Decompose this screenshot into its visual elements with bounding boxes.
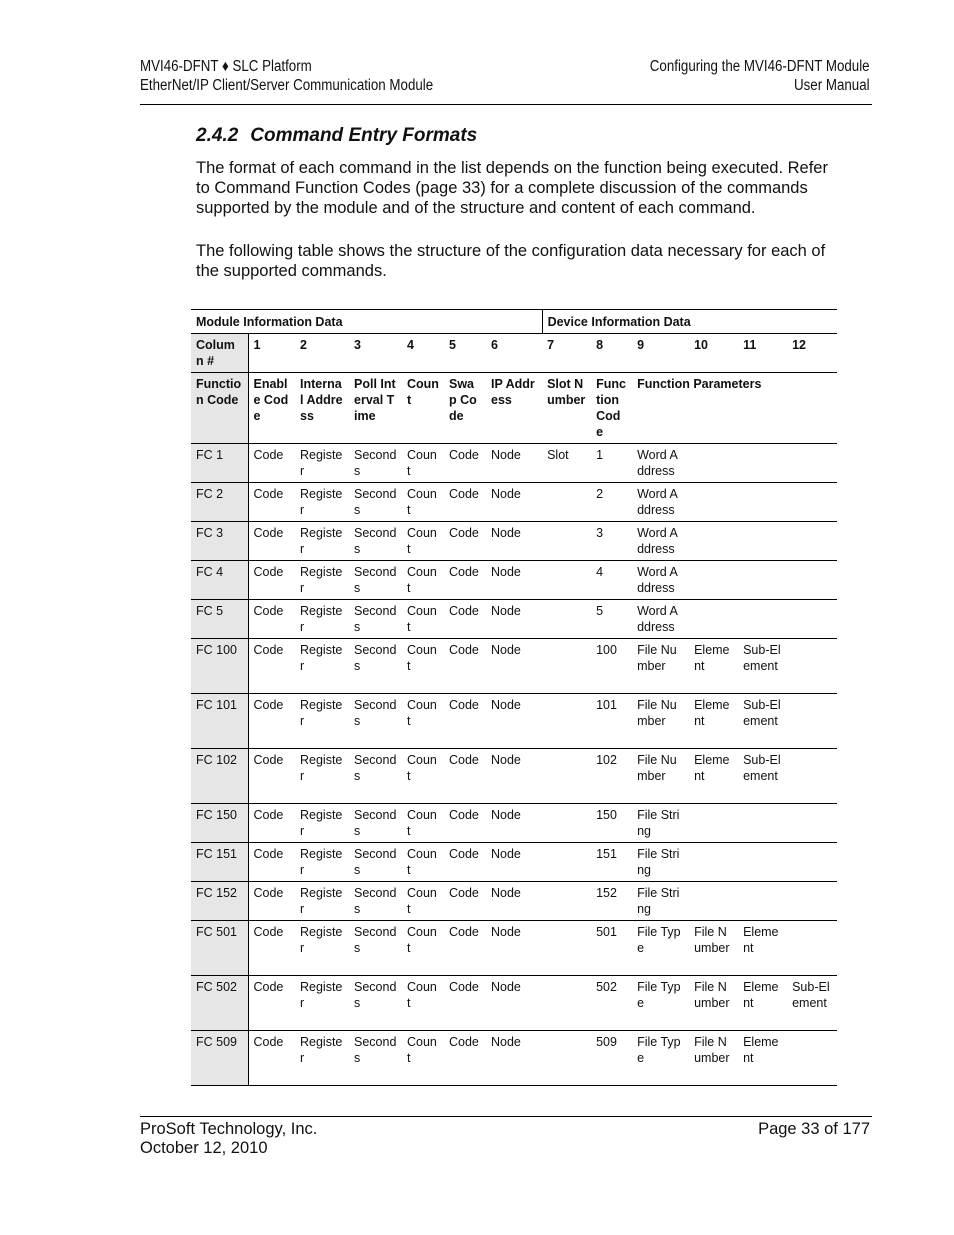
table-row <box>191 1031 837 1086</box>
table-cell: Count <box>402 561 444 600</box>
table-cell: Node <box>486 882 542 921</box>
command-format-table <box>191 309 837 1086</box>
table-cell <box>689 882 738 921</box>
field-header-cell: Internal Address <box>295 373 349 444</box>
table-row <box>191 921 837 976</box>
table-cell: Node <box>486 694 542 749</box>
table-cell: Code <box>248 694 295 749</box>
table-cell: File String <box>632 843 689 882</box>
table-row <box>191 882 837 921</box>
table-cell <box>787 694 837 749</box>
table-cell: File String <box>632 882 689 921</box>
table-intro-paragraph: The following table shows the structure of the configuration data necessary for each of the supported commands. <box>196 242 826 280</box>
table-cell <box>738 843 787 882</box>
field-header-cell: Count <box>402 373 444 444</box>
table-cell: Register <box>295 483 349 522</box>
table-cell: File String <box>632 804 689 843</box>
table-cell <box>738 483 787 522</box>
footer-date: October 12, 2010 <box>140 1139 268 1157</box>
table-cell: File Type <box>632 921 689 976</box>
table-cell: Code <box>444 522 486 561</box>
footer-left <box>140 1120 317 1158</box>
table-cell: Seconds <box>349 483 402 522</box>
table-cell <box>738 804 787 843</box>
table-row <box>191 561 837 600</box>
table-cell: Register <box>295 804 349 843</box>
table-cell: Code <box>444 444 486 483</box>
table-cell <box>738 522 787 561</box>
table-cell: File Number <box>632 639 689 694</box>
table-cell: Code <box>248 522 295 561</box>
table-cell: Element <box>689 639 738 694</box>
table-cell: Code <box>248 882 295 921</box>
table-cell <box>542 882 591 921</box>
field-header-cell: Function Parameters <box>632 373 837 444</box>
table-cell <box>787 843 837 882</box>
table-cell <box>542 483 591 522</box>
function-code-cell: FC 5 <box>191 600 248 639</box>
footer-divider <box>140 1116 872 1117</box>
table-cell <box>689 600 738 639</box>
table-cell <box>542 522 591 561</box>
table-cell: File Number <box>689 976 738 1031</box>
table-cell: Code <box>248 561 295 600</box>
field-header-cell: Poll Interval Time <box>349 373 402 444</box>
table-row <box>191 600 837 639</box>
function-code-cell: FC 151 <box>191 843 248 882</box>
header-chapter: Configuring the MVI46-DFNT Module <box>650 58 870 75</box>
header-divider <box>140 104 872 105</box>
table-cell: Count <box>402 921 444 976</box>
header-product-line: MVI46-DFNT ♦ SLC Platform <box>140 58 312 75</box>
table-cell: Code <box>444 882 486 921</box>
table-cell: Node <box>486 843 542 882</box>
table-cell <box>738 444 787 483</box>
function-code-cell: FC 501 <box>191 921 248 976</box>
table-cell <box>787 483 837 522</box>
column-number-cell: 3 <box>349 334 402 373</box>
table-cell: Code <box>248 921 295 976</box>
function-code-cell: FC 152 <box>191 882 248 921</box>
table-cell: Count <box>402 976 444 1031</box>
table-cell: Seconds <box>349 561 402 600</box>
table-cell: Count <box>402 694 444 749</box>
table-cell: File Number <box>689 1031 738 1086</box>
table-cell <box>787 522 837 561</box>
table-cell: Count <box>402 444 444 483</box>
table-row <box>191 483 837 522</box>
table-cell: Register <box>295 749 349 804</box>
field-header-cell: Enable Code <box>248 373 295 444</box>
column-number-cell: 7 <box>542 334 591 373</box>
table-cell: Node <box>486 1031 542 1086</box>
table-cell <box>542 694 591 749</box>
table-cell: 501 <box>591 921 632 976</box>
table-cell: 151 <box>591 843 632 882</box>
table-cell <box>787 804 837 843</box>
column-number-cell: 1 <box>248 334 295 373</box>
function-code-cell: FC 3 <box>191 522 248 561</box>
table-cell: Count <box>402 639 444 694</box>
table-cell: Code <box>444 561 486 600</box>
intro-paragraph: The format of each command in the list depends on the function being executed. Refer to Command Function Codes (page 33) for a complete discussion of the commands supported by the module and of the structure and content of each command. <box>196 159 828 217</box>
column-number-cell: Column # <box>191 334 248 373</box>
table-cell: Word Address <box>632 561 689 600</box>
table-cell: Word Address <box>632 522 689 561</box>
table-cell: Node <box>486 749 542 804</box>
table-row <box>191 976 837 1031</box>
table-cell: Word Address <box>632 444 689 483</box>
table-cell: Node <box>486 921 542 976</box>
table-cell: Count <box>402 483 444 522</box>
table-cell: Code <box>444 1031 486 1086</box>
table-cell: 502 <box>591 976 632 1031</box>
table-cell: File Number <box>632 694 689 749</box>
table-row <box>191 522 837 561</box>
table-cell <box>787 639 837 694</box>
column-number-cell: 6 <box>486 334 542 373</box>
table-cell: 152 <box>591 882 632 921</box>
table-cell: Code <box>248 600 295 639</box>
table-cell: Element <box>689 749 738 804</box>
table-cell: Element <box>689 694 738 749</box>
table-cell: Sub-Element <box>738 639 787 694</box>
field-header-cell: Slot Number <box>542 373 591 444</box>
table-cell: Seconds <box>349 600 402 639</box>
table-cell: Word Address <box>632 600 689 639</box>
table-cell <box>542 600 591 639</box>
table-cell <box>542 639 591 694</box>
table-cell: Node <box>486 600 542 639</box>
column-number-cell: 8 <box>591 334 632 373</box>
table-cell: Code <box>444 639 486 694</box>
field-header-cell: Function Code <box>591 373 632 444</box>
table-cell: Register <box>295 976 349 1031</box>
table-cell: 150 <box>591 804 632 843</box>
column-number-cell: 2 <box>295 334 349 373</box>
table-cell: 101 <box>591 694 632 749</box>
table-cell: Seconds <box>349 843 402 882</box>
table-cell <box>787 882 837 921</box>
table-cell: Seconds <box>349 1031 402 1086</box>
table-cell <box>787 444 837 483</box>
table-cell: Node <box>486 444 542 483</box>
table-cell <box>787 561 837 600</box>
header-module-name: EtherNet/IP Client/Server Communication Module <box>140 77 434 94</box>
table-cell <box>787 921 837 976</box>
field-header-cell: IP Address <box>486 373 542 444</box>
table-cell: Node <box>486 561 542 600</box>
table-cell: Register <box>295 561 349 600</box>
table-cell: Register <box>295 843 349 882</box>
table-cell <box>542 804 591 843</box>
table-cell: Code <box>444 921 486 976</box>
table-cell: File Type <box>632 1031 689 1086</box>
table-cell <box>689 522 738 561</box>
table-cell: Code <box>248 804 295 843</box>
column-number-cell: 12 <box>787 334 837 373</box>
table-cell: Register <box>295 444 349 483</box>
section-number: 2.4.2 <box>196 125 239 146</box>
table-cell: Register <box>295 639 349 694</box>
section-heading <box>196 125 477 147</box>
footer-company: ProSoft Technology, Inc. <box>140 1120 318 1138</box>
table-cell: Code <box>444 976 486 1031</box>
table-cell: Sub-Element <box>787 976 837 1031</box>
running-header-right <box>650 57 870 95</box>
table-cell: Code <box>444 483 486 522</box>
table-cell: Register <box>295 882 349 921</box>
function-code-cell: FC 102 <box>191 749 248 804</box>
function-code-cell: FC 4 <box>191 561 248 600</box>
function-code-cell: FC 101 <box>191 694 248 749</box>
table-cell: Count <box>402 600 444 639</box>
column-number-cell: 10 <box>689 334 738 373</box>
table-cell: Count <box>402 1031 444 1086</box>
table-cell: Slot <box>542 444 591 483</box>
function-code-cell: FC 2 <box>191 483 248 522</box>
table-cell: Register <box>295 522 349 561</box>
table-cell: Seconds <box>349 694 402 749</box>
table-cell: 3 <box>591 522 632 561</box>
table-cell: Code <box>444 600 486 639</box>
table-cell: Code <box>248 483 295 522</box>
table-cell <box>542 843 591 882</box>
group-module-info: Module Information Data <box>191 310 542 334</box>
table-cell: Seconds <box>349 639 402 694</box>
table-cell: Count <box>402 749 444 804</box>
table-cell: Code <box>444 804 486 843</box>
table-cell: Seconds <box>349 522 402 561</box>
table-cell: Count <box>402 804 444 843</box>
table-cell: 100 <box>591 639 632 694</box>
table-cell: Sub-Element <box>738 694 787 749</box>
table-cell: Count <box>402 843 444 882</box>
table-cell: Code <box>444 843 486 882</box>
field-header-row <box>191 373 837 444</box>
table-cell <box>689 561 738 600</box>
table-cell: Code <box>248 749 295 804</box>
table-cell: 102 <box>591 749 632 804</box>
table-cell <box>542 749 591 804</box>
table-cell: Code <box>248 976 295 1031</box>
section-title: Command Entry Formats <box>250 125 478 146</box>
table-cell: Code <box>444 749 486 804</box>
table-cell: Seconds <box>349 882 402 921</box>
table-row <box>191 694 837 749</box>
table-cell <box>787 749 837 804</box>
table-cell: Element <box>738 921 787 976</box>
table-cell <box>689 843 738 882</box>
table-cell <box>542 921 591 976</box>
table-cell: Register <box>295 921 349 976</box>
table-cell <box>689 444 738 483</box>
table-cell: Node <box>486 522 542 561</box>
table-cell: Seconds <box>349 804 402 843</box>
function-code-cell: FC 509 <box>191 1031 248 1086</box>
column-number-row <box>191 334 837 373</box>
column-number-cell: 9 <box>632 334 689 373</box>
table-row <box>191 804 837 843</box>
table-cell <box>738 561 787 600</box>
table-cell: Seconds <box>349 749 402 804</box>
field-header-cell: Swap Code <box>444 373 486 444</box>
table-cell: Node <box>486 804 542 843</box>
table-cell <box>738 882 787 921</box>
table-cell: Node <box>486 483 542 522</box>
footer-right <box>758 1120 870 1139</box>
table-row <box>191 444 837 483</box>
group-header-row <box>191 310 837 334</box>
table-cell: 5 <box>591 600 632 639</box>
table-cell <box>689 804 738 843</box>
table-cell: Seconds <box>349 976 402 1031</box>
table-cell: Register <box>295 694 349 749</box>
function-code-cell: FC 1 <box>191 444 248 483</box>
table-row <box>191 749 837 804</box>
function-code-cell: FC 502 <box>191 976 248 1031</box>
table-cell <box>689 483 738 522</box>
table-cell <box>787 1031 837 1086</box>
table-cell: 4 <box>591 561 632 600</box>
table-row <box>191 843 837 882</box>
table-cell: Node <box>486 976 542 1031</box>
table-cell: Code <box>248 1031 295 1086</box>
running-header-left <box>140 57 433 95</box>
table-cell: Element <box>738 976 787 1031</box>
table-cell: Code <box>248 639 295 694</box>
function-code-cell: FC 150 <box>191 804 248 843</box>
table-cell: 1 <box>591 444 632 483</box>
table-cell: Element <box>738 1031 787 1086</box>
table-cell: Register <box>295 1031 349 1086</box>
table-cell: Count <box>402 522 444 561</box>
field-header-cell: Function Code <box>191 373 248 444</box>
table-cell <box>787 600 837 639</box>
table-cell <box>738 600 787 639</box>
table-row <box>191 639 837 694</box>
table-cell: Count <box>402 882 444 921</box>
footer-page-number: Page 33 of 177 <box>758 1120 870 1138</box>
group-device-info: Device Information Data <box>542 310 837 334</box>
table-cell: Sub-Element <box>738 749 787 804</box>
function-code-cell: FC 100 <box>191 639 248 694</box>
table-cell <box>542 561 591 600</box>
column-number-cell: 11 <box>738 334 787 373</box>
table-cell <box>542 976 591 1031</box>
column-number-cell: 4 <box>402 334 444 373</box>
table-cell: File Number <box>689 921 738 976</box>
column-number-cell: 5 <box>444 334 486 373</box>
table-cell: Node <box>486 639 542 694</box>
table-cell: File Type <box>632 976 689 1031</box>
table-cell: 2 <box>591 483 632 522</box>
table-cell: Seconds <box>349 921 402 976</box>
table-cell: Register <box>295 600 349 639</box>
table-cell: Seconds <box>349 444 402 483</box>
table-cell: File Number <box>632 749 689 804</box>
table-cell: Code <box>248 444 295 483</box>
header-doc-type: User Manual <box>794 77 870 94</box>
table-cell: Word Address <box>632 483 689 522</box>
table-cell: Code <box>248 843 295 882</box>
table-cell: Code <box>444 694 486 749</box>
table-cell <box>542 1031 591 1086</box>
table-cell: 509 <box>591 1031 632 1086</box>
